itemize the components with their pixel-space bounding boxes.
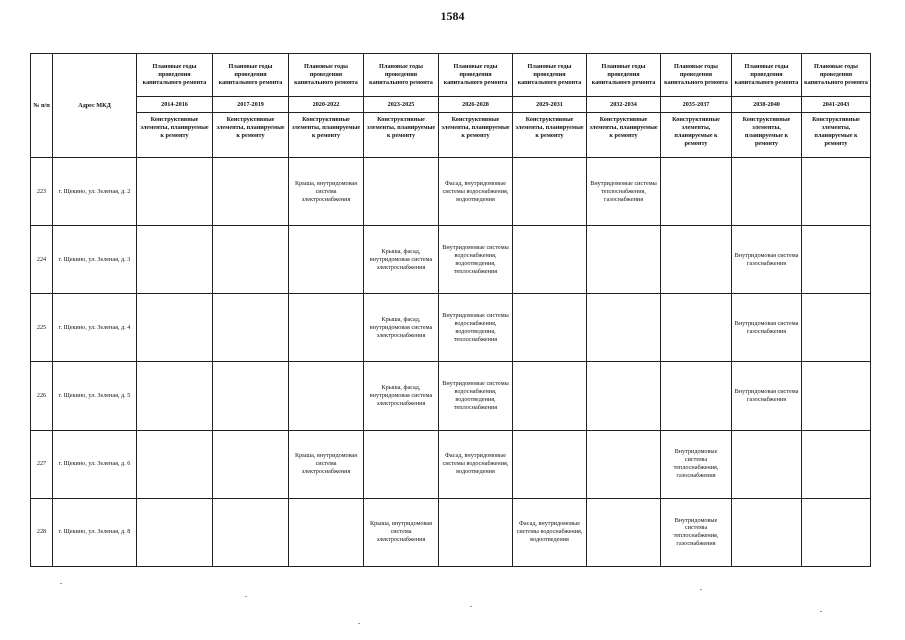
row-cell — [661, 294, 732, 362]
row-cell — [137, 430, 213, 498]
header-num: № п/п — [31, 54, 53, 158]
row-cell — [289, 226, 364, 294]
row-number: 226 — [31, 362, 53, 430]
row-cell: Фасад, внутридомовые системы водоснабжения, водоотведения — [439, 430, 513, 498]
row-address: г. Щекино, ул. Зеленая, д. 4 — [53, 294, 137, 362]
header-planned-years: Плановые годы проведения капитального ремонта — [802, 54, 871, 97]
scan-speck — [60, 583, 62, 584]
table-row — [31, 158, 871, 226]
row-cell: Внутридомовые системы водоснабжения, водоотведения, теплоснабжения — [439, 294, 513, 362]
row-cell — [802, 430, 871, 498]
row-number: 227 — [31, 430, 53, 498]
header-period: 2014-2016 — [137, 97, 213, 113]
header-period: 2020-2022 — [289, 97, 364, 113]
row-cell: Внутридомовая система газоснабжения — [732, 362, 802, 430]
row-cell — [289, 498, 364, 566]
row-address: г. Щекино, ул. Зеленая, д. 2 — [53, 158, 137, 226]
header-planned-years: Плановые годы проведения капитального ремонта — [661, 54, 732, 97]
header-elements: Конструктивные элементы, планируемые к ремонту — [802, 113, 871, 158]
table-row — [31, 226, 871, 294]
row-cell: Крыша, фасад, внутридомовая система электроснабжения — [364, 362, 439, 430]
row-cell: Крыша, фасад, внутридомовая система электроснабжения — [364, 226, 439, 294]
header-row-elements — [31, 113, 871, 158]
header-row-periods — [31, 97, 871, 113]
row-cell: Фасад, внутридомовые системы водоснабжения, водоотведения — [439, 158, 513, 226]
row-cell: Внутридомовые системы водоснабжения, водоотведения, теплоснабжения — [439, 362, 513, 430]
table-row — [31, 430, 871, 498]
row-cell — [587, 498, 661, 566]
header-period: 2023-2025 — [364, 97, 439, 113]
row-cell — [439, 498, 513, 566]
header-period: 2038-2040 — [732, 97, 802, 113]
row-cell — [213, 430, 289, 498]
row-cell — [802, 294, 871, 362]
row-cell — [213, 158, 289, 226]
row-cell: Внутридомовые системы водоснабжения, водоотведения, теплоснабжения — [439, 226, 513, 294]
row-cell — [137, 362, 213, 430]
header-planned-years: Плановые годы проведения капитального ремонта — [513, 54, 587, 97]
row-cell — [289, 294, 364, 362]
row-cell — [661, 226, 732, 294]
scan-speck — [700, 589, 702, 590]
table-row — [31, 362, 871, 430]
row-cell — [802, 362, 871, 430]
row-number: 224 — [31, 226, 53, 294]
row-cell: Крыша, внутридомовая система электроснабжения — [289, 430, 364, 498]
header-elements: Конструктивные элементы, планируемые к ремонту — [587, 113, 661, 158]
table-row — [31, 294, 871, 362]
row-address: г. Щекино, ул. Зеленая, д. 5 — [53, 362, 137, 430]
header-elements: Конструктивные элементы, планируемые к ремонту — [661, 113, 732, 158]
header-elements: Конструктивные элементы, планируемые к ремонту — [732, 113, 802, 158]
row-address: г. Щекино, ул. Зеленая, д. 8 — [53, 498, 137, 566]
row-address: г. Щекино, ул. Зеленая, д. 3 — [53, 226, 137, 294]
row-number: 223 — [31, 158, 53, 226]
row-cell — [513, 226, 587, 294]
header-period: 2041-2043 — [802, 97, 871, 113]
row-cell — [587, 226, 661, 294]
row-cell — [732, 498, 802, 566]
header-elements: Конструктивные элементы, планируемые к ремонту — [364, 113, 439, 158]
scan-speck — [470, 606, 472, 607]
header-elements: Конструктивные элементы, планируемые к ремонту — [137, 113, 213, 158]
scan-speck — [245, 596, 247, 597]
row-cell — [513, 294, 587, 362]
row-cell: Крыша, внутридомовая система электроснабжения — [364, 498, 439, 566]
row-cell — [661, 158, 732, 226]
header-planned-years: Плановые годы проведения капитального ремонта — [732, 54, 802, 97]
row-cell — [213, 498, 289, 566]
row-cell — [213, 226, 289, 294]
row-cell: Внутридомовая система газоснабжения — [732, 294, 802, 362]
table-row — [31, 498, 871, 566]
header-elements: Конструктивные элементы, планируемые к ремонту — [513, 113, 587, 158]
header-period: 2032-2034 — [587, 97, 661, 113]
header-elements: Конструктивные элементы, планируемые к ремонту — [439, 113, 513, 158]
header-planned-years: Плановые годы проведения капитального ремонта — [289, 54, 364, 97]
row-cell — [364, 158, 439, 226]
row-cell — [137, 294, 213, 362]
row-cell — [587, 362, 661, 430]
row-cell — [802, 498, 871, 566]
page-number: 1584 — [440, 9, 465, 23]
row-cell — [732, 158, 802, 226]
row-cell — [137, 498, 213, 566]
row-cell — [513, 362, 587, 430]
header-planned-years: Плановые годы проведения капитального ремонта — [213, 54, 289, 97]
row-number: 225 — [31, 294, 53, 362]
row-cell: Внутридомовые системы теплоснабжения, газоснабжения — [661, 430, 732, 498]
row-cell — [513, 430, 587, 498]
row-cell: Крыша, внутридомовая система электроснабжения — [289, 158, 364, 226]
header-elements: Конструктивные элементы, планируемые к ремонту — [289, 113, 364, 158]
header-elements: Конструктивные элементы, планируемые к ремонту — [213, 113, 289, 158]
scan-speck — [820, 611, 822, 612]
row-cell: Внутридомовые системы теплоснабжения, газоснабжения — [587, 158, 661, 226]
row-cell — [289, 362, 364, 430]
header-period: 2035-2037 — [661, 97, 732, 113]
row-cell — [137, 226, 213, 294]
row-cell: Фасад, внутридомовые системы водоснабжения, водоотведения — [513, 498, 587, 566]
header-planned-years: Плановые годы проведения капитального ремонта — [587, 54, 661, 97]
header-address: Адрес МКД — [53, 54, 137, 158]
row-cell — [802, 226, 871, 294]
row-cell — [587, 294, 661, 362]
scan-speck — [358, 623, 360, 624]
header-period: 2029-2031 — [513, 97, 587, 113]
row-address: г. Щекино, ул. Зеленая, д. 6 — [53, 430, 137, 498]
row-cell — [732, 430, 802, 498]
repair-schedule-table — [30, 53, 871, 567]
row-cell — [587, 430, 661, 498]
header-planned-years: Плановые годы проведения капитального ремонта — [137, 54, 213, 97]
row-cell — [137, 158, 213, 226]
row-cell — [513, 158, 587, 226]
header-row-planned-years — [31, 54, 871, 97]
header-planned-years: Плановые годы проведения капитального ремонта — [364, 54, 439, 97]
row-cell — [802, 158, 871, 226]
header-planned-years: Плановые годы проведения капитального ремонта — [439, 54, 513, 97]
row-cell: Крыша, фасад, внутридомовая система электроснабжения — [364, 294, 439, 362]
row-cell — [213, 294, 289, 362]
row-cell — [213, 362, 289, 430]
row-number: 228 — [31, 498, 53, 566]
row-cell — [661, 362, 732, 430]
row-cell: Внутридомовая система газоснабжения — [732, 226, 802, 294]
row-cell: Внутридомовые системы теплоснабжения, газоснабжения — [661, 498, 732, 566]
header-period: 2017-2019 — [213, 97, 289, 113]
row-cell — [364, 430, 439, 498]
header-period: 2026-2028 — [439, 97, 513, 113]
